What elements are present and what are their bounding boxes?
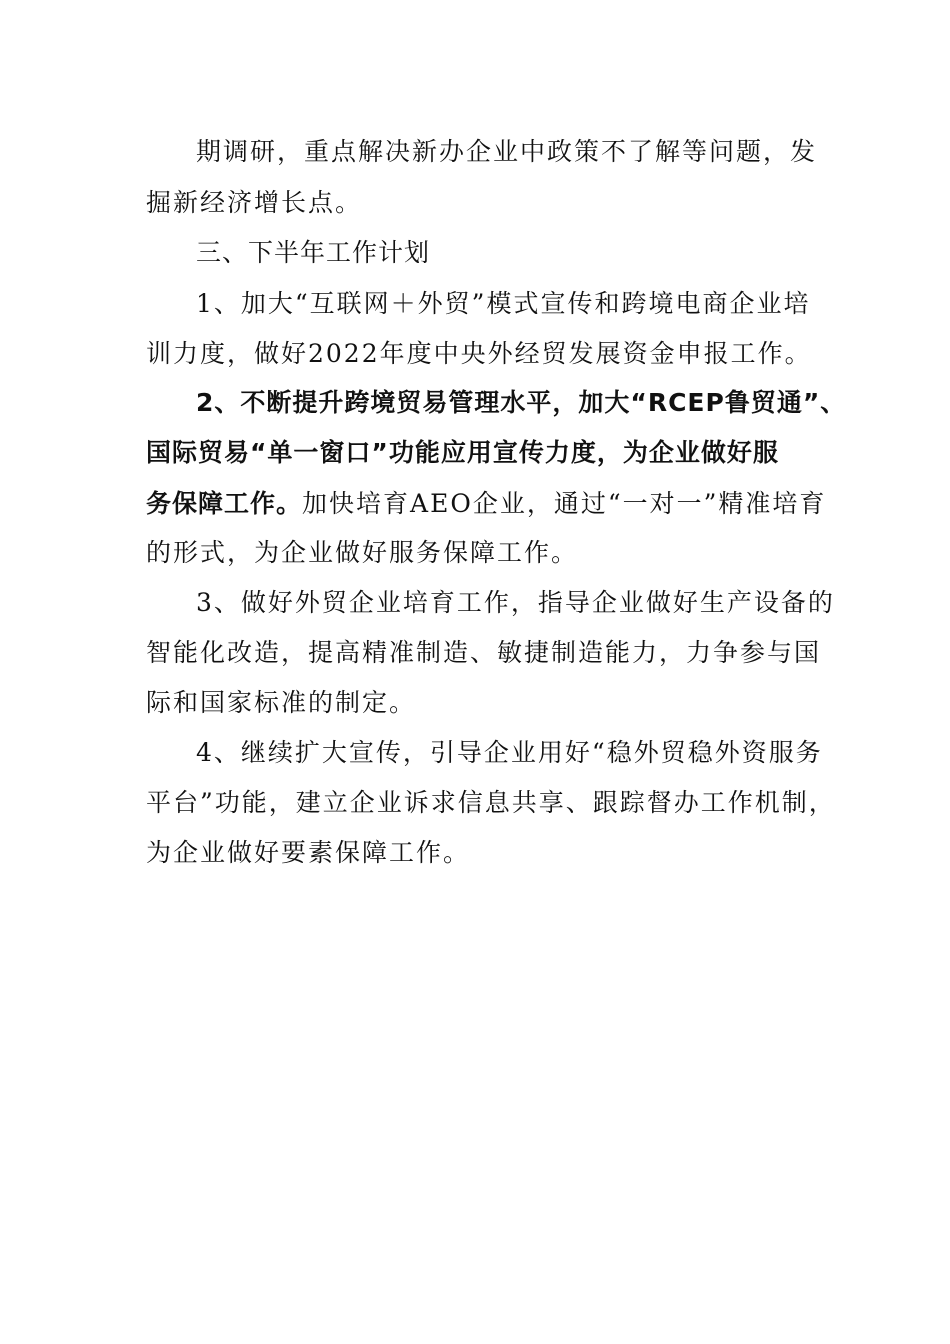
paragraph-line: 掘新经济增长点。: [146, 188, 363, 217]
paragraph-line: 1、加大“互联网＋外贸”模式宣传和跨境电商企业培: [196, 289, 811, 318]
paragraph-line: 训力度，做好2022年度中央外经贸发展资金申报工作。: [146, 339, 812, 368]
paragraph-line: 的形式，为企业做好服务保障工作。: [146, 538, 579, 567]
paragraph-line: 4、继续扩大宣传，引导企业用好“稳外贸稳外资服务: [196, 738, 823, 767]
paragraph-line: 平台”功能，建立企业诉求信息共享、跟踪督办工作机制，: [146, 788, 836, 817]
section-heading: 三、下半年工作计划: [196, 238, 431, 267]
bold-paragraph-line: 国际贸易“单一窗口”功能应用宣传力度，为企业做好服: [146, 438, 779, 467]
paragraph-line: 3、做好外贸企业培育工作，指导企业做好生产设备的: [196, 588, 835, 617]
paragraph-line: [146, 487, 826, 521]
normal-span: 加快培育AEO企业，通过“一对一”精准培育: [302, 489, 827, 518]
bold-span: 务保障工作。: [146, 489, 303, 518]
paragraph-line: 智能化改造，提高精准制造、敏捷制造能力，力争参与国: [146, 638, 822, 667]
paragraph-line: 期调研，重点解决新办企业中政策不了解等问题，发: [196, 137, 818, 166]
paragraph-line: 为企业做好要素保障工作。: [146, 838, 471, 867]
paragraph-line: 际和国家标准的制定。: [146, 688, 417, 717]
bold-paragraph-line: 2、不断提升跨境贸易管理水平，加大“RCEP鲁贸通”、: [196, 388, 847, 417]
